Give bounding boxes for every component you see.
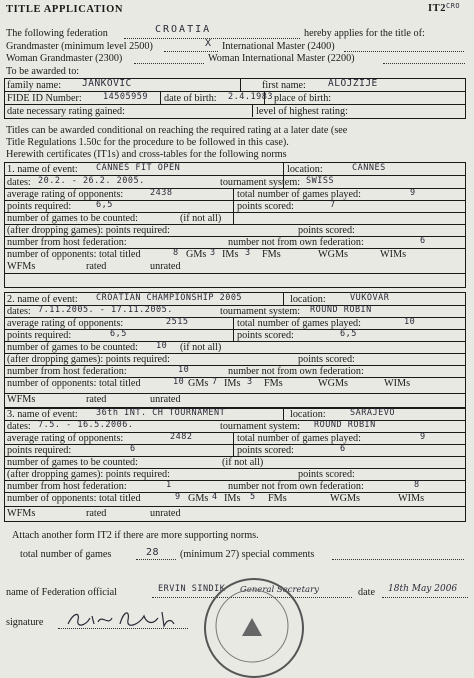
event-3-games: 9 (420, 432, 426, 442)
event-3-ims: 5 (250, 492, 256, 502)
event-1-after-label: (after dropping games): points required: (7, 225, 170, 236)
event-2-dates-label: dates: (7, 306, 31, 317)
event-2-location: VUKOVAR (350, 293, 390, 303)
federation-suffix: hereby applies for the title of: (304, 28, 425, 39)
event-2-avg: 2515 (166, 317, 189, 327)
event-3-wgms-label: WGMs (330, 493, 360, 504)
first-name-value: ALOJZIJE (328, 78, 378, 89)
event-1-opp-label: number of opponents: total titled (7, 249, 141, 260)
event-1-games-label: total number of games played: (237, 189, 361, 200)
federation-stamp (204, 578, 304, 678)
event-3-titled: 9 (175, 492, 181, 502)
event-2-req: 6,5 (110, 329, 127, 339)
event-3-ifnotall: (if not all) (222, 457, 264, 468)
event-2-system: ROUND ROBIN (310, 305, 372, 315)
event-2-scored-label: points scored: (237, 330, 294, 341)
event-1-scored: 7 (330, 200, 336, 210)
event-2-titled: 10 (173, 377, 185, 387)
event-2-scored: 6,5 (340, 329, 357, 339)
event-1-notown: 6 (420, 236, 426, 246)
event-3-host: 1 (166, 480, 172, 490)
signature-image (66, 608, 176, 634)
event-2-after-label: (after dropping games): points required: (7, 354, 170, 365)
date-label: date (358, 587, 375, 598)
fide-id-label: FIDE ID Number: (7, 93, 82, 104)
event-2-avg-label: average rating of opponents: (7, 318, 124, 329)
event-3-dates-label: dates: (7, 421, 31, 432)
event-3-opp-label: number of opponents: total titled (7, 493, 141, 504)
event-3-notown: 8 (414, 480, 420, 490)
event-2-name: CROATIAN CHAMPIONSHIP 2005 (96, 293, 243, 303)
form-code-note: CRO (446, 2, 461, 10)
intro-line-3: Herewith certificates (IT1s) and cross-tables for the following norms (6, 149, 287, 160)
event-3-avg: 2482 (170, 432, 193, 442)
event-2-fms-label: FMs (264, 378, 283, 389)
event-2-wgms-label: WGMs (318, 378, 348, 389)
event-1-scored-label: points scored: (237, 201, 294, 212)
official-role: General Secretary (240, 585, 319, 595)
event-1-unrated-label: unrated (150, 261, 181, 272)
first-name-label: first name: (262, 80, 306, 91)
event-2-counted-label: number of games to be counted: (7, 342, 138, 353)
event-2-wims-label: WIMs (384, 378, 411, 389)
event-3-counted-label: number of games to be counted: (7, 457, 138, 468)
event-1-req: 6,5 (96, 200, 113, 210)
event-1-scored2-label: points scored: (298, 225, 355, 236)
wgm-option-label: Woman Grandmaster (2300) (6, 53, 123, 64)
event-3-scored: 6 (340, 444, 346, 454)
total-games-label: total number of games (20, 549, 112, 560)
form-code: IT2 (428, 3, 447, 14)
pob-label: place of birth: (274, 93, 332, 104)
federation-label: The following federation (6, 28, 108, 39)
gm-selected-mark: X (205, 38, 212, 49)
event-1-system: SWISS (306, 176, 335, 186)
event-1-location: CANNES (352, 163, 386, 173)
event-1-dates-label: dates: (7, 177, 31, 188)
official-name: ERVIN SINDIK (158, 584, 226, 594)
signature-label: signature (6, 617, 44, 628)
event-1-notown-label: number not from own federation: (228, 237, 364, 248)
im-option-label: International Master (2400) (222, 41, 335, 52)
event-2-games: 10 (404, 317, 416, 327)
event-3-ims-label: IMs (224, 493, 241, 504)
page-title: TITLE APPLICATION (6, 4, 124, 15)
event-1-gms: 3 (210, 248, 216, 258)
event-2-ims-label: IMs (224, 378, 241, 389)
event-2-wfms-label: WFMs (7, 394, 36, 405)
event-3-games-label: total number of games played: (237, 433, 361, 444)
event-3-req: 6 (130, 444, 136, 454)
total-games-suffix: (minimum 27) special comments (180, 549, 315, 560)
event-1-dates: 20.2. - 26.2. 2005. (38, 176, 145, 186)
event-2-notown-label: number not from own federation: (228, 366, 364, 377)
event-1-wfms-label: WFMs (7, 261, 36, 272)
event-1-rated-label: rated (86, 261, 107, 272)
dob-value: 2.4.1983. (228, 92, 279, 102)
fide-id-value: 14505959 (103, 92, 148, 102)
event-2-ims: 3 (247, 377, 253, 387)
official-label: name of Federation official (6, 587, 117, 598)
family-name-label: family name: (7, 80, 62, 91)
event-3-wfms-label: WFMs (7, 508, 36, 519)
event-2-dates: 7.11.2005. - 17.11.2005. (38, 305, 173, 315)
event-1-ims-label: IMs (222, 249, 239, 260)
event-1-ims: 3 (245, 248, 251, 258)
event-1-location-label: location: (287, 164, 323, 175)
event-3-location-label: location: (290, 409, 326, 420)
wim-option-label: Woman International Master (2200) (208, 53, 355, 64)
event-1-system-label: tournament system: (220, 177, 301, 188)
event-2-games-label: total number of games played: (237, 318, 361, 329)
event-2-location-label: location: (290, 294, 326, 305)
event-1-req-label: points required: (7, 201, 72, 212)
event-1-name: CANNES FIT OPEN (96, 163, 181, 173)
event-2-req-label: points required: (7, 330, 72, 341)
event-3-gms: 4 (212, 492, 218, 502)
event-3-unrated-label: unrated (150, 508, 181, 519)
event-3-location: SARAJEVO (350, 408, 395, 418)
event-3-host-label: number from host federation: (7, 481, 127, 492)
event-3-req-label: points required: (7, 445, 72, 456)
event-1-host-label: number from host federation: (7, 237, 127, 248)
intro-line-2: Title Regulations 1.50c for the procedure to be followed in this case). (6, 137, 289, 148)
event-1-wgms-label: WGMs (318, 249, 348, 260)
event-2-opp-label: number of opponents: total titled (7, 378, 141, 389)
rating-date-label: date necessary rating gained: (7, 106, 125, 117)
event-1-name-label: 1. name of event: (7, 164, 78, 175)
event-1-counted-label: number of games to be counted: (7, 213, 138, 224)
date-value: 18th May 2006 (388, 584, 458, 594)
event-1-titled: 8 (173, 248, 179, 258)
attach-note: Attach another form IT2 if there are more supporting norms. (12, 530, 259, 541)
event-3-dates: 7.5. - 16.5.2006. (38, 420, 134, 430)
intro-line-1: Titles can be awarded conditional on reaching the required rating at a later date (see (6, 125, 348, 136)
event-2-ifnotall: (if not all) (180, 342, 222, 353)
event-1-games: 9 (410, 188, 416, 198)
event-2-gms: 7 (212, 377, 218, 387)
event-3-wims-label: WIMs (398, 493, 425, 504)
event-2-host: 10 (178, 365, 190, 375)
highest-rating-label: level of highest rating: (256, 106, 348, 117)
dob-label: date of birth: (164, 93, 217, 104)
event-1-fms-label: FMs (262, 249, 281, 260)
event-3-fms-label: FMs (268, 493, 287, 504)
event-3-scored2-label: points scored: (298, 469, 355, 480)
event-3-scored-label: points scored: (237, 445, 294, 456)
event-3-rated-label: rated (86, 508, 107, 519)
event-1-gms-label: GMs (186, 249, 207, 260)
event-1-avg: 2438 (150, 188, 173, 198)
event-3-notown-label: number not from own federation: (228, 481, 364, 492)
event-1-avg-label: average rating of opponents: (7, 189, 124, 200)
awarded-to-label: To be awarded to: (6, 66, 80, 77)
event-3-system-label: tournament system: (220, 421, 301, 432)
event-1-wims-label: WIMs (380, 249, 407, 260)
event-3-name: 36th INT. CH TOURNAMENT (96, 408, 226, 418)
total-games-value: 28 (146, 547, 160, 558)
family-name-value: JANKOVIC (82, 78, 132, 89)
event-3-system: ROUND ROBIN (314, 420, 376, 430)
event-3-name-label: 3. name of event: (7, 409, 78, 420)
federation-value: CROATIA (155, 24, 212, 35)
event-2-host-label: number from host federation: (7, 366, 127, 377)
event-2-system-label: tournament system: (220, 306, 301, 317)
event-3-avg-label: average rating of opponents: (7, 433, 124, 444)
event-2-counted: 10 (156, 341, 168, 351)
event-1-ifnotall: (if not all) (180, 213, 222, 224)
event-2-name-label: 2. name of event: (7, 294, 78, 305)
event-3-gms-label: GMs (188, 493, 209, 504)
event-3-after-label: (after dropping games): points required: (7, 469, 170, 480)
gm-option-label: Grandmaster (minimum level 2500) (6, 41, 153, 52)
event-2-scored2-label: points scored: (298, 354, 355, 365)
event-2-rated-label: rated (86, 394, 107, 405)
event-2-gms-label: GMs (188, 378, 209, 389)
event-2-unrated-label: unrated (150, 394, 181, 405)
